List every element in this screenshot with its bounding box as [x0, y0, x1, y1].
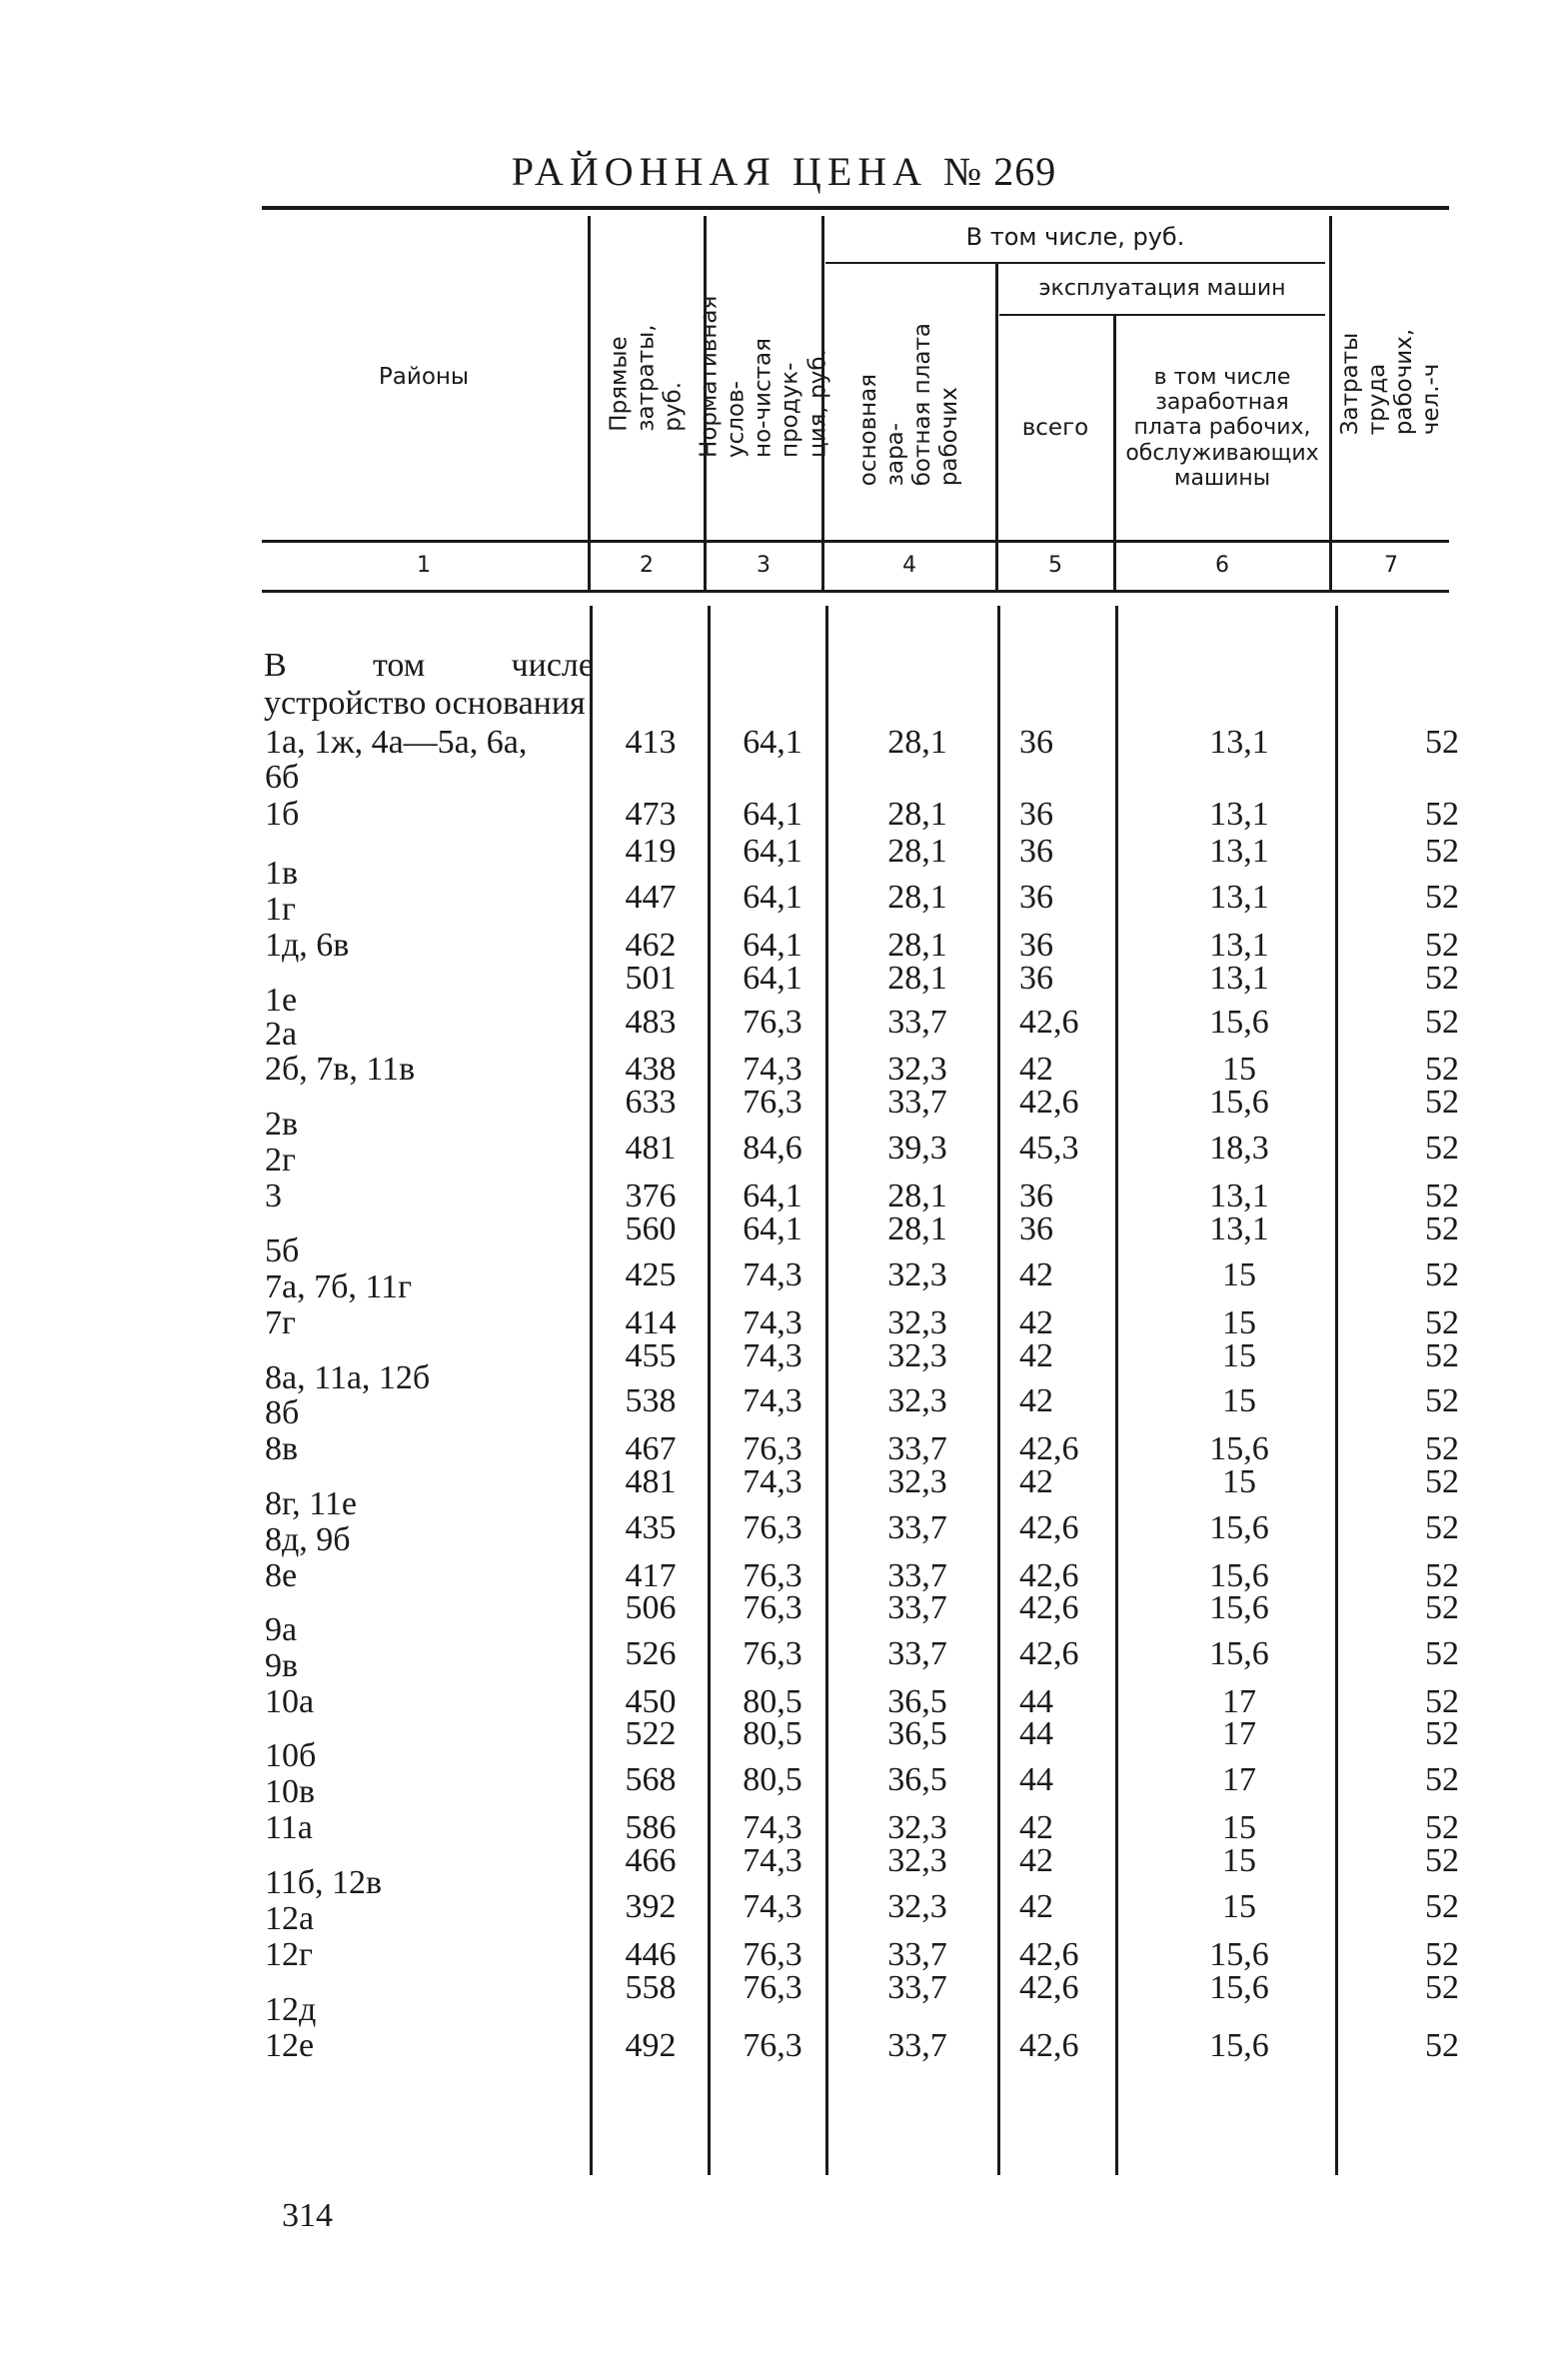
- district-cell: 3: [265, 1178, 282, 1214]
- table-row: [0, 1969, 1568, 2028]
- normative-cell: 80,5: [743, 1683, 802, 1720]
- district-cell: 8е: [265, 1557, 298, 1594]
- machines-total-cell: 42: [1019, 1051, 1053, 1088]
- district-cell: 10в: [265, 1773, 316, 1810]
- title-number: № 269: [943, 149, 1057, 194]
- district-cell: 1д, 6в: [265, 927, 350, 964]
- district-cell: 7а, 7б, 11г: [265, 1268, 413, 1305]
- labor-cell: 52: [1425, 1304, 1459, 1341]
- machines-wages-cell: 13,1: [1209, 879, 1269, 916]
- table-row: [0, 1382, 1568, 1431]
- direct-costs-cell: 438: [625, 1051, 677, 1088]
- direct-costs-cell: 462: [625, 927, 677, 964]
- header-normative-product: Нормативная услов- но-чистая продук- ция, руб.: [696, 295, 830, 459]
- district-cell: 10б: [265, 1737, 317, 1774]
- direct-costs-cell: 522: [625, 1715, 677, 1752]
- machines-total-cell: 42,6: [1019, 1004, 1079, 1041]
- district-cell: 8г, 11е: [265, 1485, 357, 1522]
- table-row: [0, 928, 1568, 964]
- normative-cell: 74,3: [743, 1809, 802, 1846]
- wages-cell: 33,7: [887, 1084, 947, 1121]
- machines-wages-cell: 13,1: [1209, 1178, 1269, 1214]
- normative-cell: 74,3: [743, 1842, 802, 1879]
- normative-cell: 64,1: [743, 1210, 802, 1247]
- district-cell: 11б, 12в: [265, 1864, 383, 1901]
- normative-cell: 76,3: [743, 2027, 802, 2064]
- labor-cell: 52: [1425, 1683, 1459, 1720]
- header-districts: Районы: [378, 363, 470, 390]
- district-cell: 2б, 7в, 11в: [265, 1051, 416, 1088]
- normative-cell: 74,3: [743, 1304, 802, 1341]
- labor-cell: 52: [1425, 1430, 1459, 1467]
- header-bottom-rule: [262, 540, 1449, 543]
- machines-wages-cell: 15,6: [1209, 1936, 1269, 1973]
- district-cell: 1б: [265, 796, 300, 833]
- normative-cell: 76,3: [743, 1430, 802, 1467]
- section-label: В том числе устройство основания: [264, 647, 594, 722]
- direct-costs-cell: 473: [625, 796, 677, 833]
- page-title: [0, 148, 1568, 195]
- machines-total-cell: 44: [1019, 1683, 1053, 1720]
- machines-wages-cell: 15,6: [1209, 1969, 1269, 2006]
- district-cell: 7г: [265, 1304, 296, 1341]
- direct-costs-cell: 481: [625, 1463, 677, 1500]
- normative-cell: 74,3: [743, 1463, 802, 1500]
- wages-cell: 33,7: [887, 1936, 947, 1973]
- labor-cell: 52: [1425, 927, 1459, 964]
- normative-cell: 64,1: [743, 927, 802, 964]
- labor-cell: 52: [1425, 1004, 1459, 1041]
- wages-cell: 32,3: [887, 1304, 947, 1341]
- machines-wages-cell: 15: [1222, 1051, 1256, 1088]
- machines-wages-cell: 18,3: [1209, 1130, 1269, 1167]
- header-machines-wages: в том числе заработная плата рабочих, обслуживающих машины: [1125, 364, 1319, 491]
- district-cell: 8а, 11а, 12б: [265, 1359, 431, 1396]
- header-divider-4: [995, 264, 998, 590]
- district-cell: 9а: [265, 1611, 298, 1648]
- labor-cell: 52: [1425, 1936, 1459, 1973]
- wages-cell: 36,5: [887, 1715, 947, 1752]
- district-cell: 1в: [265, 855, 299, 892]
- machines-total-cell: 36: [1019, 1210, 1053, 1247]
- machines-wages-cell: 13,1: [1209, 833, 1269, 870]
- machines-wages-cell: 15,6: [1209, 1635, 1269, 1672]
- table-row: [0, 1937, 1568, 1973]
- group-rule: [825, 262, 1325, 264]
- machines-total-cell: 42: [1019, 1256, 1053, 1293]
- table-row: [0, 1888, 1568, 1937]
- wages-cell: 32,3: [887, 1051, 947, 1088]
- district-cell: 8б: [265, 1394, 300, 1431]
- machines-wages-cell: 15: [1222, 1888, 1256, 1925]
- direct-costs-cell: 413: [625, 724, 677, 761]
- wages-cell: 28,1: [887, 927, 947, 964]
- machines-wages-cell: 15: [1222, 1809, 1256, 1846]
- direct-costs-cell: 466: [625, 1842, 677, 1879]
- machines-wages-cell: 15: [1222, 1256, 1256, 1293]
- table-row: [0, 1130, 1568, 1179]
- normative-cell: 74,3: [743, 1382, 802, 1419]
- direct-costs-cell: 506: [625, 1589, 677, 1626]
- wages-cell: 32,3: [887, 1256, 947, 1293]
- wages-cell: 33,7: [887, 1589, 947, 1626]
- direct-costs-cell: 558: [625, 1969, 677, 2006]
- labor-cell: 52: [1425, 1210, 1459, 1247]
- wages-cell: 28,1: [887, 879, 947, 916]
- machines-wages-cell: 15,6: [1209, 2027, 1269, 2064]
- machines-wages-cell: 15,6: [1209, 1589, 1269, 1626]
- wages-cell: 36,5: [887, 1683, 947, 1720]
- header-divider-5: [1113, 316, 1116, 590]
- table-row: [0, 725, 1568, 761]
- normative-cell: 76,3: [743, 1004, 802, 1041]
- normative-cell: 74,3: [743, 1337, 802, 1374]
- labor-cell: 52: [1425, 1557, 1459, 1594]
- normative-cell: 80,5: [743, 1715, 802, 1752]
- machines-wages-cell: 13,1: [1209, 927, 1269, 964]
- machines-rule: [999, 314, 1325, 316]
- header-machines-total: всего: [1021, 414, 1089, 441]
- machines-total-cell: 42,6: [1019, 1635, 1079, 1672]
- machines-wages-cell: 15: [1222, 1382, 1256, 1419]
- table-row: [0, 1761, 1568, 1810]
- machines-total-cell: 42: [1019, 1809, 1053, 1846]
- machines-total-cell: 42: [1019, 1382, 1053, 1419]
- normative-cell: 74,3: [743, 1888, 802, 1925]
- normative-cell: 84,6: [743, 1130, 802, 1167]
- table-row: [0, 760, 1568, 796]
- machines-wages-cell: 13,1: [1209, 796, 1269, 833]
- machines-total-cell: 42: [1019, 1337, 1053, 1374]
- district-cell: 9в: [265, 1647, 299, 1684]
- direct-costs-cell: 419: [625, 833, 677, 870]
- labor-cell: 52: [1425, 796, 1459, 833]
- normative-cell: 64,1: [743, 833, 802, 870]
- normative-cell: 76,3: [743, 1557, 802, 1594]
- direct-costs-cell: 435: [625, 1509, 677, 1546]
- normative-cell: 76,3: [743, 1589, 802, 1626]
- normative-cell: 76,3: [743, 1509, 802, 1546]
- table-row: [0, 1305, 1568, 1341]
- machines-total-cell: 36: [1019, 927, 1053, 964]
- machines-total-cell: 42: [1019, 1304, 1053, 1341]
- normative-cell: 64,1: [743, 960, 802, 997]
- labor-cell: 52: [1425, 1715, 1459, 1752]
- column-number-6: 6: [1215, 553, 1229, 578]
- header-base-wages: основная зара- ботная плата рабочих: [854, 322, 963, 486]
- machines-total-cell: 36: [1019, 1178, 1053, 1214]
- wages-cell: 32,3: [887, 1809, 947, 1846]
- column-number-7: 7: [1384, 553, 1398, 578]
- wages-cell: 33,7: [887, 1969, 947, 2006]
- header-group-label: В том числе, руб.: [965, 223, 1185, 252]
- column-number-3: 3: [757, 553, 771, 578]
- machines-total-cell: 36: [1019, 724, 1053, 761]
- machines-wages-cell: 13,1: [1209, 960, 1269, 997]
- direct-costs-cell: 447: [625, 879, 677, 916]
- direct-costs-cell: 455: [625, 1337, 677, 1374]
- table-row: [0, 1431, 1568, 1467]
- district-cell: 6б: [265, 759, 300, 796]
- district-cell: 2в: [265, 1106, 299, 1143]
- direct-costs-cell: 450: [625, 1683, 677, 1720]
- machines-total-cell: 45,3: [1019, 1130, 1079, 1167]
- direct-costs-cell: 538: [625, 1382, 677, 1419]
- labor-cell: 52: [1425, 1509, 1459, 1546]
- machines-total-cell: 42,6: [1019, 1084, 1079, 1121]
- direct-costs-cell: 633: [625, 1084, 677, 1121]
- wages-cell: 39,3: [887, 1130, 947, 1167]
- direct-costs-cell: 446: [625, 1936, 677, 1973]
- title-text: РАЙОННАЯ ЦЕНА: [511, 149, 928, 194]
- direct-costs-cell: 501: [625, 960, 677, 997]
- table-row: [0, 1509, 1568, 1558]
- district-cell: 5б: [265, 1232, 300, 1269]
- machines-wages-cell: 15: [1222, 1463, 1256, 1500]
- normative-cell: 76,3: [743, 1084, 802, 1121]
- table-row: [0, 1052, 1568, 1088]
- labor-cell: 52: [1425, 1589, 1459, 1626]
- machines-wages-cell: 15: [1222, 1304, 1256, 1341]
- column-number-1: 1: [417, 553, 431, 578]
- district-cell: 1г: [265, 891, 296, 928]
- machines-wages-cell: 17: [1222, 1683, 1256, 1720]
- column-number-2: 2: [640, 553, 654, 578]
- direct-costs-cell: 560: [625, 1210, 677, 1247]
- wages-cell: 28,1: [887, 1178, 947, 1214]
- district-cell: 12г: [265, 1936, 313, 1973]
- labor-cell: 52: [1425, 1635, 1459, 1672]
- normative-cell: 80,5: [743, 1761, 802, 1798]
- wages-cell: 33,7: [887, 1635, 947, 1672]
- machines-total-cell: 44: [1019, 1715, 1053, 1752]
- wages-cell: 28,1: [887, 1210, 947, 1247]
- machines-total-cell: 42,6: [1019, 2027, 1079, 2064]
- district-cell: 1е: [265, 982, 298, 1019]
- machines-wages-cell: 13,1: [1209, 1210, 1269, 1247]
- wages-cell: 28,1: [887, 796, 947, 833]
- machines-total-cell: 42: [1019, 1463, 1053, 1500]
- labor-cell: 52: [1425, 1761, 1459, 1798]
- direct-costs-cell: 526: [625, 1635, 677, 1672]
- machines-total-cell: 36: [1019, 796, 1053, 833]
- direct-costs-cell: 376: [625, 1178, 677, 1214]
- header-direct-costs: Прямые затраты, руб.: [606, 324, 687, 432]
- machines-wages-cell: 13,1: [1209, 724, 1269, 761]
- machines-wages-cell: 15,6: [1209, 1084, 1269, 1121]
- labor-cell: 52: [1425, 1337, 1459, 1374]
- machines-wages-cell: 15,6: [1209, 1430, 1269, 1467]
- labor-cell: 52: [1425, 833, 1459, 870]
- normative-cell: 64,1: [743, 724, 802, 761]
- labor-cell: 52: [1425, 1842, 1459, 1879]
- wages-cell: 33,7: [887, 1557, 947, 1594]
- colnum-bottom-rule: [262, 590, 1449, 593]
- wages-cell: 36,5: [887, 1761, 947, 1798]
- district-cell: 8в: [265, 1430, 299, 1467]
- district-cell: 10а: [265, 1683, 315, 1720]
- direct-costs-cell: 417: [625, 1557, 677, 1594]
- wages-cell: 32,3: [887, 1888, 947, 1925]
- normative-cell: 64,1: [743, 1178, 802, 1214]
- wages-cell: 32,3: [887, 1337, 947, 1374]
- direct-costs-cell: 481: [625, 1130, 677, 1167]
- district-cell: 2а: [265, 1016, 298, 1053]
- direct-costs-cell: 425: [625, 1256, 677, 1293]
- machines-total-cell: 42,6: [1019, 1969, 1079, 2006]
- normative-cell: 76,3: [743, 1936, 802, 1973]
- column-number-5: 5: [1048, 553, 1062, 578]
- district-cell: 12е: [265, 2027, 315, 2064]
- machines-total-cell: 44: [1019, 1761, 1053, 1798]
- table-row: [0, 1810, 1568, 1846]
- direct-costs-cell: 568: [625, 1761, 677, 1798]
- machines-wages-cell: 15: [1222, 1337, 1256, 1374]
- normative-cell: 64,1: [743, 879, 802, 916]
- normative-cell: 76,3: [743, 1635, 802, 1672]
- machines-total-cell: 42,6: [1019, 1509, 1079, 1546]
- machines-total-cell: 42,6: [1019, 1589, 1079, 1626]
- machines-wages-cell: 15,6: [1209, 1509, 1269, 1546]
- table-row: [0, 1635, 1568, 1684]
- table-row: [0, 1179, 1568, 1214]
- labor-cell: 52: [1425, 1463, 1459, 1500]
- table-row: [0, 797, 1568, 833]
- machines-total-cell: 42,6: [1019, 1936, 1079, 1973]
- labor-cell: 52: [1425, 1084, 1459, 1121]
- table-row: [0, 1004, 1568, 1053]
- machines-wages-cell: 15,6: [1209, 1557, 1269, 1594]
- machines-total-cell: 36: [1019, 833, 1053, 870]
- direct-costs-cell: 586: [625, 1809, 677, 1846]
- normative-cell: 64,1: [743, 796, 802, 833]
- table-row: [0, 2028, 1568, 2064]
- labor-cell: 52: [1425, 879, 1459, 916]
- wages-cell: 28,1: [887, 833, 947, 870]
- header-divider-1: [588, 216, 591, 590]
- direct-costs-cell: 392: [625, 1888, 677, 1925]
- machines-total-cell: 42,6: [1019, 1557, 1079, 1594]
- direct-costs-cell: 492: [625, 2027, 677, 2064]
- machines-total-cell: 42: [1019, 1842, 1053, 1879]
- table-row: [0, 1256, 1568, 1305]
- district-cell: 12д: [265, 1991, 317, 2028]
- district-cell: 2г: [265, 1142, 296, 1179]
- labor-cell: 52: [1425, 960, 1459, 997]
- district-cell: 1а, 1ж, 4а—5а, 6а,: [265, 724, 528, 761]
- normative-cell: 76,3: [743, 1969, 802, 2006]
- normative-cell: 74,3: [743, 1256, 802, 1293]
- machines-total-cell: 42: [1019, 1888, 1053, 1925]
- machines-wages-cell: 15: [1222, 1842, 1256, 1879]
- column-number-4: 4: [902, 553, 916, 578]
- machines-wages-cell: 15,6: [1209, 1004, 1269, 1041]
- labor-cell: 52: [1425, 1256, 1459, 1293]
- normative-cell: 74,3: [743, 1051, 802, 1088]
- table-row: [0, 879, 1568, 928]
- district-cell: 12а: [265, 1900, 315, 1937]
- wages-cell: 28,1: [887, 960, 947, 997]
- wages-cell: 28,1: [887, 724, 947, 761]
- wages-cell: 32,3: [887, 1382, 947, 1419]
- header-top-rule: [262, 206, 1449, 210]
- header-labor-costs: Затраты труда рабочих, чел.-ч: [1336, 328, 1445, 435]
- header-divider-6: [1329, 216, 1332, 590]
- wages-cell: 33,7: [887, 1004, 947, 1041]
- labor-cell: 52: [1425, 1178, 1459, 1214]
- labor-cell: 52: [1425, 1051, 1459, 1088]
- district-cell: 11а: [265, 1809, 313, 1846]
- labor-cell: 52: [1425, 1888, 1459, 1925]
- labor-cell: 52: [1425, 724, 1459, 761]
- machines-total-cell: 42,6: [1019, 1430, 1079, 1467]
- labor-cell: 52: [1425, 1130, 1459, 1167]
- direct-costs-cell: 414: [625, 1304, 677, 1341]
- labor-cell: 52: [1425, 2027, 1459, 2064]
- machines-wages-cell: 17: [1222, 1715, 1256, 1752]
- wages-cell: 32,3: [887, 1463, 947, 1500]
- page-number: 314: [282, 2197, 333, 2234]
- machines-total-cell: 36: [1019, 879, 1053, 916]
- wages-cell: 32,3: [887, 1842, 947, 1879]
- district-cell: 8д, 9б: [265, 1521, 351, 1558]
- machines-wages-cell: 17: [1222, 1761, 1256, 1798]
- header-machines-label: эксплуатация машин: [1038, 276, 1286, 302]
- wages-cell: 33,7: [887, 1509, 947, 1546]
- direct-costs-cell: 483: [625, 1004, 677, 1041]
- direct-costs-cell: 467: [625, 1430, 677, 1467]
- labor-cell: 52: [1425, 1809, 1459, 1846]
- labor-cell: 52: [1425, 1969, 1459, 2006]
- labor-cell: 52: [1425, 1382, 1459, 1419]
- wages-cell: 33,7: [887, 1430, 947, 1467]
- wages-cell: 33,7: [887, 2027, 947, 2064]
- machines-total-cell: 36: [1019, 960, 1053, 997]
